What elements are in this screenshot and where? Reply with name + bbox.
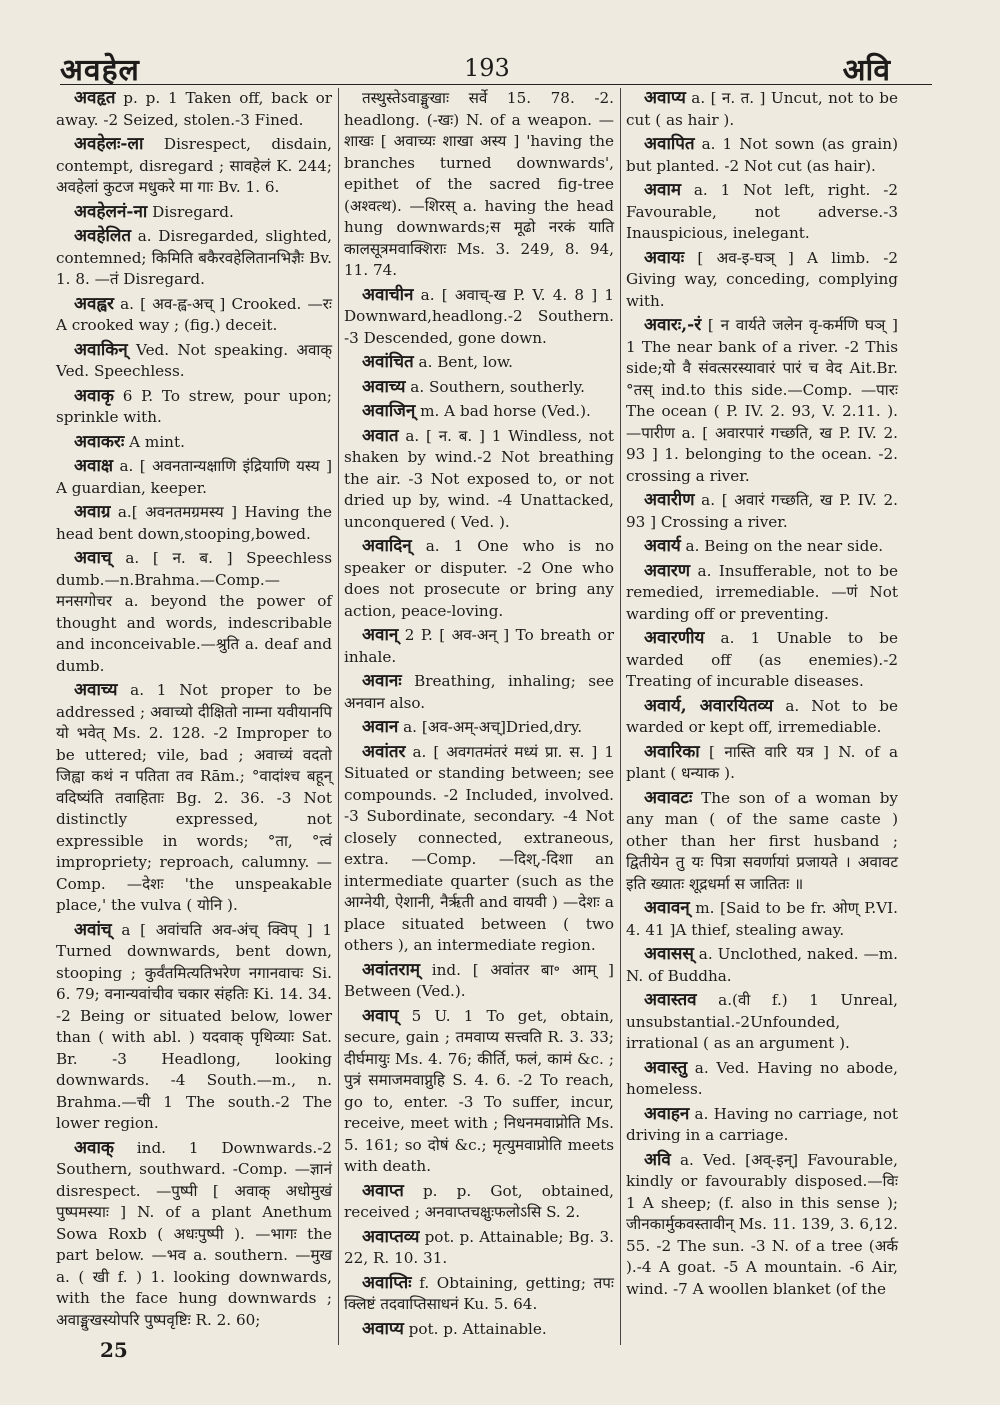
entry-definition: a. 1 Unable to be warded off (as enemies).-2 Treating of incurable diseases. — [626, 629, 898, 690]
entry-definition: p. p. Got, obtained, received ; अनवाप्तचक्षुःफलोऽसि S. 2. — [344, 1181, 614, 1221]
entry-definition: a. [ न. ब. ] Speechless dumb.—n.Brahma.—Comp.—मनसगोचर a. beyond the power of thought and words, indescribable and inconceivable.—श्रुति a. deaf and dumb. — [56, 549, 332, 675]
entry-definition: The son of a woman by any man ( of the same caste ) other than her first husband ; द्वितीयेन तु यः पित्रा सवर्णायां प्रजायते । अवावट इति ख्यातः शूद्रधर्मा स जातितः ॥ — [626, 788, 898, 893]
dictionary-entry — [626, 944, 898, 987]
entry-definition: Disregard. — [147, 202, 234, 221]
dictionary-entry — [56, 134, 332, 199]
dictionary-entry — [626, 315, 898, 487]
entry-headword: अवान — [362, 717, 399, 737]
entry-headword: अवह्वर — [74, 293, 114, 314]
entry-definition: a. Southern, southerly. — [405, 377, 585, 396]
dictionary-entry — [626, 88, 898, 131]
dictionary-entry — [626, 536, 898, 558]
dictionary-entry — [626, 180, 898, 245]
entry-definition: pot. p. Attainable; Bg. 3. 22, R. 10. 31. — [344, 1227, 614, 1267]
entry-definition: a. Ved. [अव्-इन्] Favourable, kindly or favourably disposed.—विः 1 A sheep; (f. also in this sense ); जीनकार्मुकवस्तावीन् Ms. 11. 139, 3. 6,12. 55. -2 The sun. -3 N. of a tree (अर्क ).-4 A goat. -5 A mountain. -6 Air, wind. -7 A woollen blanket (of the — [626, 1150, 898, 1298]
dictionary-entry — [344, 1181, 614, 1224]
signature-mark: 25 — [100, 1338, 128, 1362]
entry-headword: अवाप्तव्य — [362, 1226, 420, 1247]
entry-headword: अवारण — [644, 560, 691, 581]
entry-definition: a. 1 One who is no speaker or disputer. -2 One who does not prosecute or bring any action, peace-loving. — [344, 537, 614, 620]
dictionary-entry — [56, 920, 332, 1135]
entry-definition: a. Insufferable, not to be remedied, irremediable. —णं Not warding off or preventing. — [626, 561, 898, 623]
header-rule — [60, 84, 932, 85]
entry-definition: a. [ न. ब. ] 1 Windless, not shaken by wind.-2 Not breathing the air. -3 Not exposed to, or not dried up by, wind. -4 Unattacked, unconquered ( Ved. ). — [344, 426, 614, 531]
entry-definition: ind. [ अवांतर बा॰ आम् ] Between (Ved.). — [344, 960, 614, 1000]
entry-definition: a.[ अवनतमग्रमस्य ] Having the head bent down,stooping,bowed. — [56, 503, 332, 543]
entry-headword: अवाप् — [362, 1005, 399, 1026]
entry-headword: अवापित — [644, 134, 695, 154]
column-2 — [344, 88, 614, 1339]
entry-headword: अवानः — [362, 671, 402, 691]
dictionary-entry — [344, 401, 614, 423]
entry-definition: a. Having no carriage, not driving in a carriage. — [626, 1104, 898, 1144]
entry-headword: अवाजिन् — [362, 401, 416, 421]
entry-definition: a. Bent, low. — [413, 353, 513, 371]
dictionary-entry — [626, 1104, 898, 1147]
entry-headword: अवार्य — [644, 536, 681, 556]
entry-headword: अवाक्ष — [74, 456, 114, 476]
entry-headword: अवास्तु — [644, 1057, 688, 1078]
entry-definition: a. Ved. Having no abode, homeless. — [626, 1058, 898, 1098]
dictionary-entry — [56, 202, 332, 224]
entry-definition: m. A bad horse (Ved.). — [415, 402, 591, 420]
dictionary-entry — [56, 294, 332, 337]
dictionary-entry — [626, 490, 898, 533]
entry-definition: a. Not to be warded or kept off, irremediable. — [626, 696, 898, 736]
dictionary-entry — [56, 340, 332, 383]
entry-definition: a. Unclothed, naked. —m. N. of Buddha. — [626, 945, 898, 985]
dictionary-entry — [56, 226, 332, 291]
entry-definition: [ न वार्यते जलेन वृ-कर्मणि घञ् ] 1 The near bank of a river. -2 This side;यो वै संवत्सरस्यावारं पारं च वेद Ait.Br. °तस् ind.to this side.—Comp. —पारः The ocean ( P. IV. 2. 93, V. 2.11. ). —पारीण a. [ अवारपारं गच्छति, ख P. IV. 2. 93 ] 1. belonging to the ocean. -2. crossing a river. — [626, 316, 898, 485]
entry-definition: 5 U. 1 To get, obtain, secure, gain ; तमवाप्य सत्त्वति R. 3. 33; दीर्घमायुः Ms. 4. 76; कीर्ति, फलं, कामं &c. ; पुत्रं समाजमवाप्नुहि S. 4. 6. -2 To reach, go to, enter. -3 To suffer, incur, receive, meet with ; निधनमवाप्नोति Ms. 5. 161; so दोषं &c.; मृत्युमवाप्नोति meets with death. — [344, 1006, 614, 1175]
entry-definition: m. [Said to be fr. ओण् P.VI. 4. 41 ]A thief, stealing away. — [626, 899, 898, 939]
entry-definition: 6 P. To strew, pour upon; sprinkle with. — [56, 386, 332, 426]
entry-headword: अवाग्र — [74, 502, 111, 522]
dictionary-entry — [626, 561, 898, 626]
right-guide-word: अवि — [842, 53, 890, 88]
dictionary-entry — [344, 625, 614, 668]
entry-definition: Disrespect, disdain, contempt, disregard ; सावहेलं K. 244; अवहेलां कुटज मधुकरे मा गाः Bv. 1. 6. — [56, 135, 332, 196]
entry-headword: अवारिका — [644, 741, 700, 762]
entry-definition: a. 1 Not sown (as grain) but planted. -2 Not cut (as hair). — [626, 135, 898, 175]
dictionary-entry — [344, 742, 614, 957]
entry-headword: अवारीण — [644, 490, 695, 510]
entry-definition: Ved. Not speaking. अवाक् Ved. Speechless. — [56, 340, 332, 380]
entry-definition: a. Being on the near side. — [680, 537, 884, 555]
entry-headword: अवाकृ — [74, 385, 114, 406]
entry-headword: अवासस् — [644, 944, 694, 964]
dictionary-entry — [626, 898, 898, 941]
entry-definition: a [ अवांचति अव-अंच् क्विप् ] 1 Turned downwards, bent down, stooping ; कुर्वंतमित्यतिभरेण नगानवाचः Si. 6. 79; वनान्यवांचीव चकार संहतिः Ki. 14. 34. -2 Being or situated below, lower than ( with abl. ) यदवाक् पृथिव्याः Sat. Br. -3 Headlong, looking downwards. -4 South.—m., n. Brahma.—ची 1 The south.-2 The lower region. — [56, 920, 333, 1132]
entry-headword: अवारः,-रं — [644, 315, 702, 335]
entry-definition: a. [ न. त. ] Uncut, not to be cut ( as hair ). — [626, 89, 898, 129]
entry-headword: अवास्तव — [644, 990, 697, 1010]
dictionary-entry — [344, 88, 614, 282]
dictionary-entry — [56, 680, 332, 917]
entry-definition: a. [ अवारं गच्छति, ख P. IV. 2. 93 ] Crossing a river. — [626, 491, 898, 531]
dictionary-entry — [344, 1006, 614, 1178]
dictionary-entry — [626, 696, 898, 739]
entry-definition: A mint. — [124, 432, 185, 451]
entry-definition: Breathing, inhaling; see अनवान also. — [344, 672, 614, 712]
dictionary-entry — [344, 1319, 614, 1341]
dictionary-entry — [344, 426, 614, 534]
entry-definition: a. [ अव-ह्व-अच् ] Crooked. —रः A crooked way ; (fig.) deceit. — [56, 294, 332, 334]
entry-headword: अवांतराम् — [362, 959, 421, 980]
entry-headword: अवाक् — [74, 1137, 114, 1158]
column-separator — [620, 88, 621, 1345]
entry-definition: a. [अव-अम्-अच्]Dried,dry. — [398, 718, 583, 736]
entry-definition: [ नास्ति वारि यत्र ] N. of a plant ( धन्याक ). — [626, 742, 898, 782]
page-number: 193 — [464, 54, 510, 82]
entry-headword: अवांतर — [362, 741, 406, 762]
dictionary-entry — [344, 377, 614, 399]
entry-headword: अवाचीन — [362, 284, 414, 305]
entry-definition: [ अव-इ-घञ् ] A limb. -2 Giving way, conceding, complying with. — [626, 248, 898, 310]
dictionary-entry — [626, 1058, 898, 1101]
entry-definition: a. [ अवनतान्यक्षाणि इंद्रियाणि यस्य ] A guardian, keeper. — [56, 457, 332, 497]
entry-headword: अवादिन् — [362, 536, 412, 556]
dictionary-entry — [626, 742, 898, 785]
entry-definition: a. 1 Not left, right. -2 Favourable, not adverse.-3 Inauspicious, inelegant. — [626, 181, 898, 242]
entry-definition: 2 P. [ अव-अन् ] To breath or inhale. — [344, 626, 614, 666]
dictionary-entry — [344, 1273, 614, 1316]
dictionary-entry — [56, 386, 332, 429]
entry-headword: अवि — [644, 1149, 671, 1170]
dictionary-entry — [344, 352, 614, 374]
entry-definition: f. Obtaining, getting; तपः क्लिष्टं तदवाप्तिसाधनं Ku. 5. 64. — [344, 1273, 614, 1313]
entry-headword: अवार्य, अवारयितव्य — [644, 695, 774, 716]
column-3 — [626, 88, 898, 1325]
entry-headword: अवाहन — [644, 1103, 690, 1124]
dictionary-entry — [344, 285, 614, 350]
entry-headword: अवावन् — [644, 898, 690, 918]
entry-headword: अवहेलः-ला — [74, 134, 144, 154]
entry-headword: अवाम — [644, 180, 682, 200]
entry-definition: ind. 1 Downwards.-2 Southern, southward. -Comp. —ज्ञानं disrespect. —पुष्पी [ अवाक् अधोमुखं पुष्पमस्याः ] N. of a plant Anethum Sowa Roxb ( अधःपुष्पी ). —भागः the part below. —भव a. southern. —मुख a. ( खी f. ) 1. looking downwards, with the face hung downwards ; अवाङ्मुखस्योपरि पुष्पवृष्टिः R. 2. 60; — [56, 1138, 332, 1329]
dictionary-entry — [626, 1150, 898, 1301]
entry-headword: अवाच्य — [74, 680, 118, 700]
entry-definition: a. [ अवगतमंतरं मध्यं प्रा. स. ] 1 Situated or standing between; see compounds. -2 Included, involved. -3 Subordinate, secondary. -4 Not closely connected, extraneous, extra. —Comp. —दिश्,-दिशा an intermediate quarter (such as the आग्नेयी, ऐशानी, नैर्ऋती and वायवी ) —देशः a place situated between ( two others ), an intermediate region. — [344, 742, 614, 954]
dictionary-entry — [626, 134, 898, 177]
entry-headword: अवायः — [644, 247, 685, 268]
entry-headword: अवान् — [362, 625, 399, 645]
dictionary-entry — [626, 248, 898, 313]
dictionary-entry — [626, 628, 898, 693]
dictionary-entry — [626, 788, 898, 896]
entry-headword: अवारणीय — [644, 628, 705, 648]
entry-headword: अवहेलनं-ना — [74, 201, 148, 222]
entry-definition: a. 1 Not proper to be addressed ; अवाच्यो दीक्षितो नाम्ना यवीयानपि यो भवेत् Ms. 2. 128. -2 Improper to be uttered; vile, bad ; अवाच्यं वदतो जिह्वा कथं न पतिता तव Rām.; °वादांश्च बहून् वदिष्यंति तवाहिताः Bg. 2. 36. -3 Not distinctly expressed, not expressible in words; °ता, °त्वं impropriety; reproach, calumny. —Comp. —देशः 'the unspeakable place,' the vulva ( योनि ). — [56, 681, 332, 914]
dictionary-entry — [344, 717, 614, 739]
entry-definition: तस्थुस्तेऽवाङ्मुखाः सर्वे 15. 78. -2. headlong. (-खः) N. of a weapon. —शाखः [ अवाच्यः शाखा अस्य ] 'having the branches turned downwards', epithet of the sacred fig-tree (अश्वत्थ). —शिरस् a. having the head hung downwards;स मूढो नरकं याति कालसूत्रमवाक्शिराः Ms. 3. 249, 8. 94, 11. 74. — [344, 89, 614, 279]
entry-headword: अवाकिन् — [74, 339, 128, 360]
dictionary-entry — [344, 1227, 614, 1270]
entry-headword: अवहेलित — [74, 226, 132, 246]
entry-definition: p. p. 1 Taken off, back or away. -2 Seized, stolen.-3 Fined. — [56, 89, 332, 129]
entry-headword: अवाप्य — [644, 88, 686, 108]
dictionary-entry — [626, 990, 898, 1055]
dictionary-entry — [56, 432, 332, 454]
entry-headword: अवाच् — [74, 548, 112, 568]
dictionary-entry — [56, 548, 332, 677]
entry-definition: pot. p. Attainable. — [403, 1319, 547, 1338]
entry-headword: अवाप्त — [362, 1180, 404, 1201]
entry-headword: अवाच्य — [362, 376, 406, 397]
entry-headword: अवांचित — [362, 352, 414, 372]
entry-headword: अवाप्तिः — [362, 1272, 412, 1293]
entry-definition: a.(वी f.) 1 Unreal, unsubstantial.-2Unfounded, irrational ( as an argument ). — [626, 991, 898, 1052]
entry-headword: अवहृत — [74, 88, 116, 108]
left-guide-word: अवहेल — [60, 53, 140, 88]
dictionary-entry — [344, 671, 614, 714]
entry-headword: अवांच् — [74, 919, 112, 940]
dictionary-entry — [56, 88, 332, 131]
dictionary-entry — [344, 536, 614, 622]
dictionary-entry — [56, 456, 332, 499]
dictionary-entry — [56, 1138, 332, 1332]
entry-definition: a. [ अवाच्-ख P. V. 4. 8 ] 1 Downward,headlong.-2 Southern. -3 Descended, gone down. — [344, 285, 614, 347]
column-separator — [338, 88, 339, 1345]
dictionary-entry — [344, 960, 614, 1003]
entry-definition: a. Disregarded, slighted, contemned; किमिति बकैरवहेलितानभिज्ञैः Bv. 1. 8. —तं Disregard. — [56, 227, 332, 288]
column-1 — [56, 88, 333, 1329]
dictionary-entry — [56, 502, 332, 545]
entry-headword: अवात — [362, 425, 399, 446]
entry-headword: अवावटः — [644, 787, 693, 808]
entry-headword: अवाप्य — [362, 1318, 404, 1339]
entry-headword: अवाकरः — [74, 431, 125, 452]
